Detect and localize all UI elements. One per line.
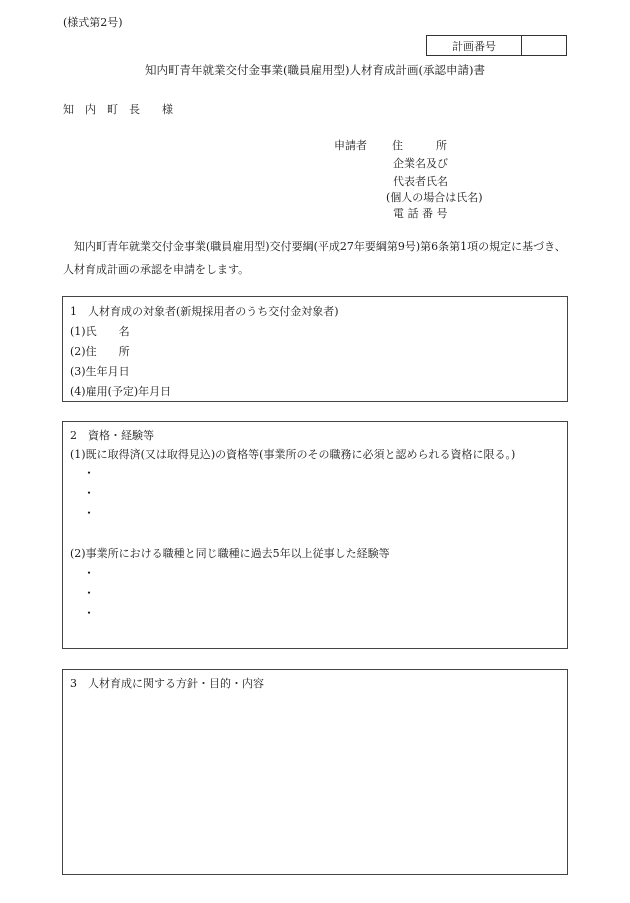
qualification-bullet: ・ [83, 506, 96, 520]
document-title: 知内町青年就業交付金事業(職員雇用型)人材育成計画(承認申請)書 [145, 63, 485, 77]
form-number: (様式第2号) [63, 16, 123, 29]
company-label-2: 代表者氏名 [393, 175, 448, 188]
qualification-bullet: ・ [83, 486, 96, 500]
experience-bullet: ・ [83, 566, 96, 580]
field-name-label: (1)氏 名 [70, 325, 130, 338]
section-training-policy [62, 669, 568, 875]
address-label: 住 所 [392, 139, 447, 152]
section1-heading: 1 人材育成の対象者(新規採用者のうち交付金対象者) [70, 305, 339, 318]
field-employment-date-label: (4)雇用(予定)年月日 [70, 385, 172, 398]
plan-number-box [426, 35, 567, 56]
experience-bullet: ・ [83, 586, 96, 600]
qualifications-subheading: (1)既に取得済(又は取得見込)の資格等(事業所のその職務に必須と認められる資格に限る。) [70, 448, 516, 461]
experience-subheading: (2)事業所における職種と同じ職種に過去5年以上従事した経験等 [70, 547, 390, 560]
plan-number-field[interactable] [522, 36, 566, 55]
application-statement: 知内町青年就業交付金事業(職員雇用型)交付要綱(平成27年要綱第9号)第6条第1項の規定に基づき、人材育成計画の承認を申請をします。 [63, 240, 566, 276]
section2-heading: 2 資格・経験等 [70, 429, 154, 442]
field-birthdate-label: (3)生年月日 [70, 365, 130, 378]
field-address-label: (2)住 所 [70, 345, 130, 358]
section3-heading: 3 人材育成に関する方針・目的・内容 [70, 677, 264, 690]
company-note: (個人の場合は氏名) [386, 191, 483, 204]
company-label-1: 企業名及び [393, 157, 448, 170]
phone-label: 電 話 番 号 [393, 207, 448, 220]
applicant-label: 申請者 [334, 139, 367, 152]
section-qualifications [62, 421, 568, 649]
addressee: 知 内 町 長 様 [63, 103, 173, 116]
qualification-bullet: ・ [83, 466, 96, 480]
plan-number-label: 計画番号 [427, 36, 522, 55]
section-target-person [62, 296, 568, 402]
experience-bullet: ・ [83, 606, 96, 620]
